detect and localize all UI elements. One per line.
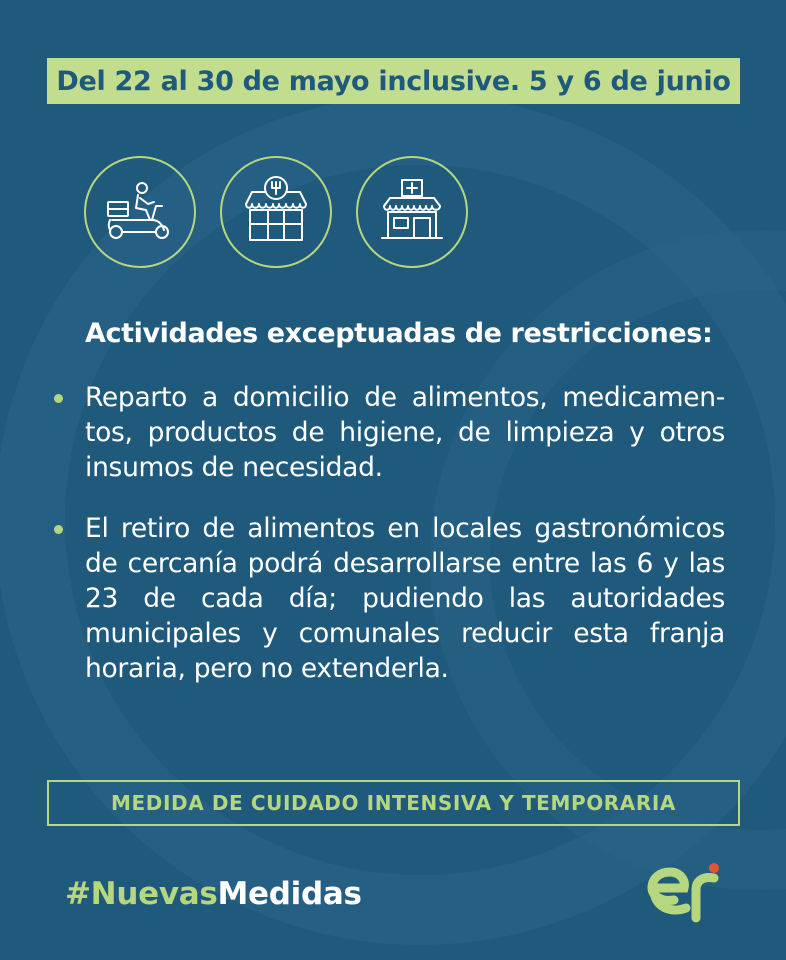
hashtag-part2: Medidas [217, 876, 362, 912]
hashtag-part1: #Nuevas [65, 876, 218, 912]
hashtag [65, 876, 362, 912]
restaurant-icon [238, 174, 314, 250]
delivery-icon-circle [84, 156, 196, 268]
icon-row [84, 156, 468, 268]
list-item [85, 380, 725, 485]
list-item [85, 511, 725, 686]
restaurant-icon-circle [220, 156, 332, 268]
date-banner [47, 58, 740, 104]
pharmacy-icon [374, 174, 450, 250]
bullet-icon [54, 525, 63, 534]
notice-text: MEDIDA DE CUIDADO INTENSIVA Y TEMPORARIA [110, 791, 677, 815]
list-item-text: El retiro de alimentos en locales gastronómicos de cercanía podrá desarrollarse entre las 6 y las 23 de cada día; pudiendo las autoridades municipales y comunales reducir esta franja horaria, pero no extenderla. [85, 513, 725, 684]
pharmacy-icon-circle [356, 156, 468, 268]
notice-banner [47, 780, 740, 826]
section-heading: Actividades exceptuadas de restricciones: [85, 318, 713, 349]
delivery-scooter-icon [102, 174, 178, 250]
exceptions-list [85, 380, 725, 712]
date-text: Del 22 al 30 de mayo inclusive. 5 y 6 de junio [56, 65, 731, 97]
bullet-icon [54, 394, 63, 403]
er-logo-icon [640, 858, 724, 926]
list-item-text: Reparto a domicilio de alimentos, medicamen-tos, productos de higiene, de limpieza y otros insumos de necesidad. [85, 382, 725, 483]
